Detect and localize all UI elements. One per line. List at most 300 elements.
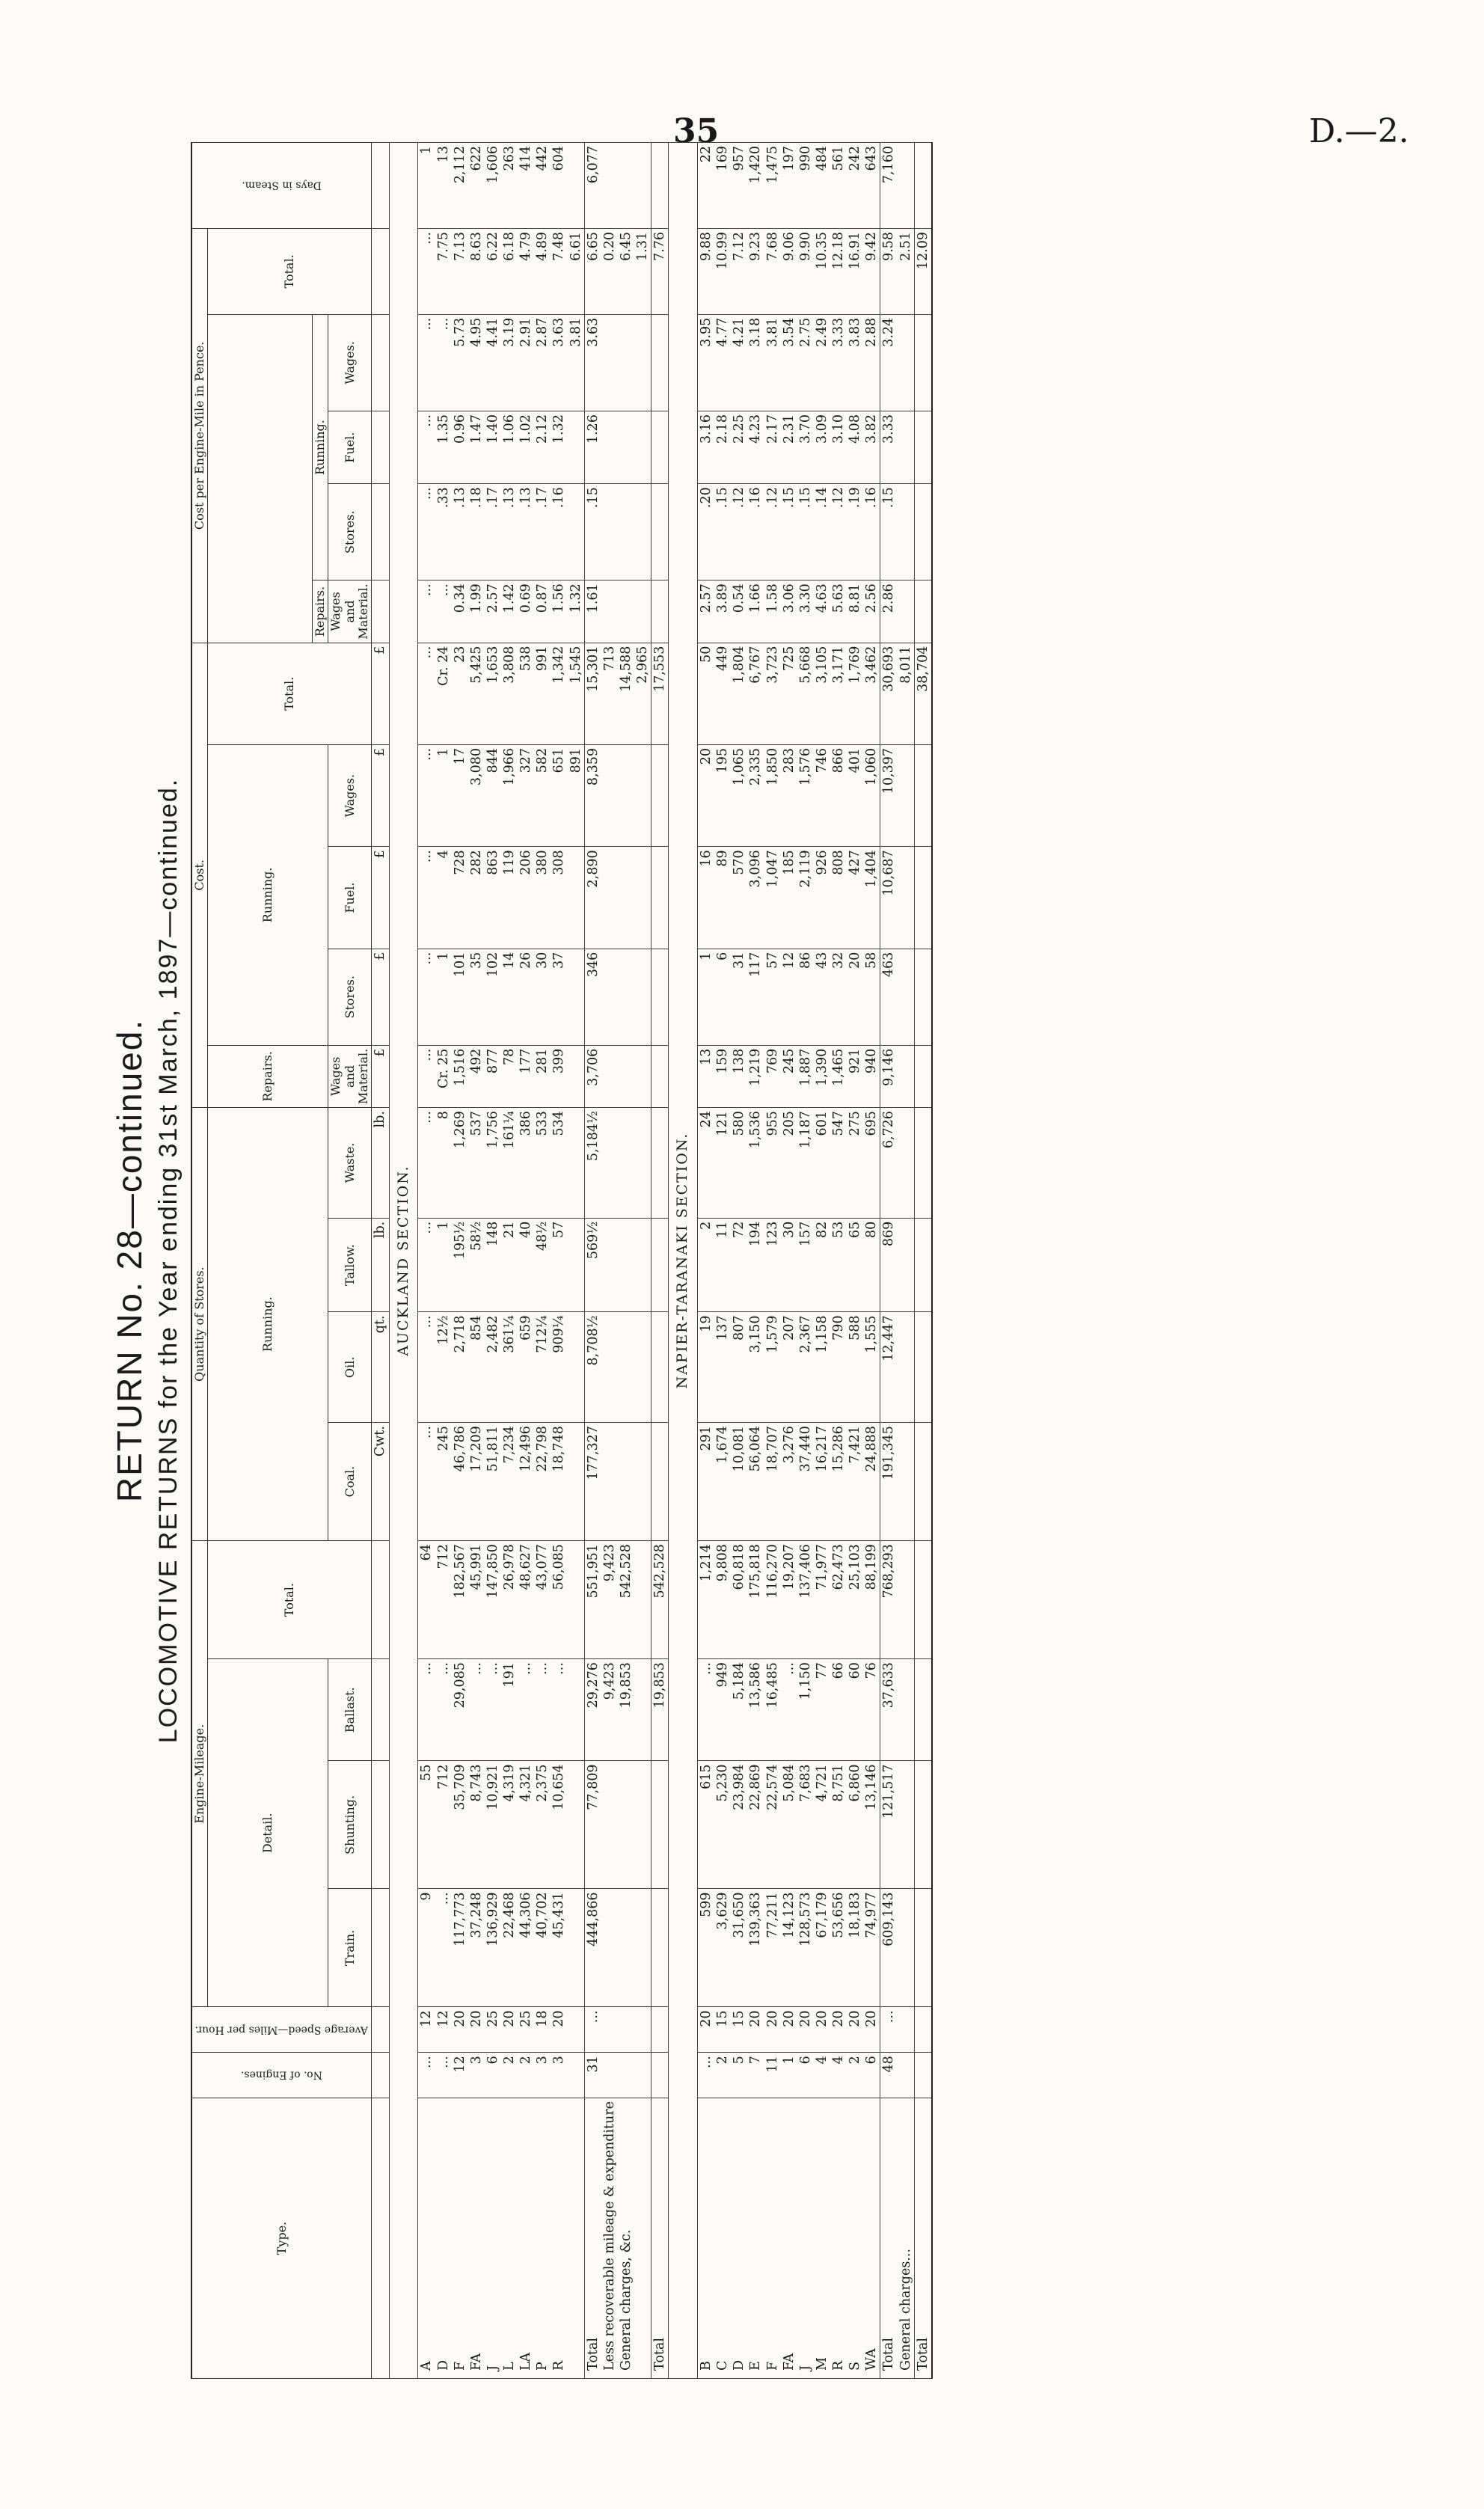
general-charges-row-cell [618,1218,634,1312]
table-row [418,143,435,2379]
table-cell: 1,065 [731,744,747,846]
table-cell: 66 [830,1659,847,1761]
general-charges-cell [634,847,651,949]
table-cell: 161¼ [501,1108,518,1219]
table-cell: 604 [551,143,567,229]
table-cell: 3.82 [863,411,880,484]
table-cell: 43 [814,949,830,1045]
grand-total-row-cell [914,744,932,846]
header-detail: Detail. [208,1659,328,2007]
grand-total-row-cell [914,1108,932,1219]
table-cell: 195 [714,744,731,846]
table-cell: 1,404 [863,847,880,949]
table-cell: 20 [764,2007,781,2053]
table-cell: 9.42 [863,228,880,314]
table-cell: 9.23 [747,228,764,314]
rotated-content [105,142,1391,2379]
table-cell: 712¼ [534,1312,551,1423]
section-heading-row [389,143,418,2379]
table-cell: 1,769 [847,643,863,744]
grand-total-row-cell [914,411,932,484]
less-recoverable-row-cell: 713 [601,643,618,744]
table-cell: 3.95 [698,314,715,411]
general-charges-cell [634,1889,651,2007]
table-cell: 3,462 [863,643,880,744]
header-stores-running: Running. [208,1108,328,1541]
table-cell: 1.99 [468,580,485,643]
engine-type: L [501,2098,518,2378]
header-coal: Coal. [328,1423,372,1541]
unit-cell [372,2053,389,2098]
table-cell: 9.90 [797,228,814,314]
table-cell: 53 [830,1218,847,1312]
table-cell: 22,798 [534,1423,551,1541]
table-cell: 5 [731,2053,747,2098]
table-cell: 31 [731,949,747,1045]
table-cell: 1,850 [764,744,781,846]
table-cell: 40 [518,1218,534,1312]
grand-total-row-cell [914,847,932,949]
grand-total-row-cell [914,143,932,229]
table-cell: 728 [452,847,468,949]
table-cell: 4.23 [747,411,764,484]
units-row [372,143,389,2379]
engine-type: C [714,2098,731,2378]
total-cell: 12,447 [880,1312,898,1423]
table-cell: 3.89 [714,580,731,643]
table-cell: 65 [847,1218,863,1312]
grand-total-row-cell [651,2007,669,2053]
total-cell: 37,633 [880,1659,898,1761]
section-total-row [880,143,898,2379]
general-charges-cell [634,580,651,643]
table-cell: 1.56 [551,580,567,643]
table-cell: 1,966 [501,744,518,846]
total-cell: 31 [584,2053,601,2098]
table-cell: 20 [468,2007,485,2053]
general-charges-row-cell [618,314,634,411]
table-cell: ... [418,643,435,744]
total-cell: 177,327 [584,1423,601,1541]
table-cell: 2.75 [797,314,814,411]
engine-type [568,2098,585,2378]
unit-cell: £ [372,744,389,846]
general-charges-cell [634,484,651,580]
general-charges-row-cell [898,1761,915,1889]
total-label: Total [584,2098,601,2378]
table-cell [568,1218,585,1312]
table-cell: 64 [418,1541,435,1659]
table-cell: 5,425 [468,643,485,744]
less-recoverable-row-cell: 9,423 [601,1541,618,1659]
table-cell: 9.06 [781,228,797,314]
table-cell: 121 [714,1108,731,1219]
table-cell: ... [418,1218,435,1312]
table-cell: 182,567 [452,1541,468,1659]
table-cell: 117,773 [452,1889,468,2007]
table-cell: 7,234 [501,1423,518,1541]
return-title: RETURN No. 28—continued. [110,1018,149,1503]
table-cell: 6.22 [485,228,501,314]
general-charges-row-cell [618,484,634,580]
grand-total-row-cell: 542,528 [651,1541,669,1659]
table-cell: 854 [468,1312,485,1423]
table-cell: 13,146 [863,1761,880,1889]
table-cell: 35,709 [452,1761,468,1889]
unit-cell: lb. [372,1108,389,1219]
table-cell: ... [534,1659,551,1761]
table-cell: 282 [468,847,485,949]
table-cell [568,1541,585,1659]
total-cell: 768,293 [880,1541,898,1659]
table-cell: 0.34 [452,580,468,643]
table-cell: 547 [830,1108,847,1219]
section-total-row [584,143,601,2379]
grand-total-row-cell [651,847,669,949]
table-cell [568,1761,585,1889]
table-cell: 3.16 [698,411,715,484]
general-charges-cell [634,1045,651,1107]
table-cell: 20 [847,2007,863,2053]
table-cell: 20 [698,744,715,846]
table-cell: 13 [435,143,452,229]
table-cell: ... [435,1889,452,2007]
table-cell: 6 [863,2053,880,2098]
general-charges-row-cell [618,2007,634,2053]
table-cell: 570 [731,847,747,949]
table-cell: .15 [797,484,814,580]
grand-total-row-cell [651,314,669,411]
table-cell: 2.49 [814,314,830,411]
header-ballast: Ballast. [328,1659,372,1761]
engine-type: FA [781,2098,797,2378]
total-cell: 30,693 [880,643,898,744]
total-cell: 3,706 [584,1045,601,1107]
general-charges-row-cell [898,1218,915,1312]
general-charges-cell [634,1761,651,1889]
header-mileage-total: Total. [208,1541,372,1659]
table-bottom-rule [932,143,937,2379]
table-cell: 147,850 [485,1541,501,1659]
table-cell: 2.57 [698,580,715,643]
table-cell: 6,767 [747,643,764,744]
engine-type: F [452,2098,468,2378]
table-cell: 5,230 [714,1761,731,1889]
grand-total-row-cell: Total [651,2098,669,2378]
table-cell: 538 [518,643,534,744]
general-charges-cell [634,1312,651,1423]
table-cell [568,1423,585,1541]
header-tallow: Tallow. [328,1218,372,1312]
table-cell: 926 [814,847,830,949]
header-oil: Oil. [328,1312,372,1423]
table-cell: 15,286 [830,1423,847,1541]
header-pence-spacer [208,314,312,643]
table-cell: 11 [764,2053,781,2098]
table-cell: .12 [731,484,747,580]
table-cell: 29,085 [452,1659,468,1761]
engine-type: R [551,2098,567,2378]
table-cell: 1,576 [797,744,814,846]
table-cell: 5,084 [781,1761,797,1889]
table-cell: 414 [518,143,534,229]
table-cell: 380 [534,847,551,949]
total-cell: 346 [584,949,601,1045]
table-cell: 4.21 [731,314,747,411]
table-cell: 1,465 [830,1045,847,1107]
table-cell: ... [468,1659,485,1761]
header-type: Type. [191,2098,372,2378]
engine-type: FA [468,2098,485,2378]
table-cell: 60 [847,1659,863,1761]
table-cell: 9 [418,1889,435,2007]
total-cell: 48 [880,2053,898,2098]
table-cell: 281 [534,1045,551,1107]
table-cell: 20 [698,2007,715,2053]
table-cell: 0.96 [452,411,468,484]
general-charges-row-cell [898,1108,915,1219]
engine-type: D [435,2098,452,2378]
general-charges-row-cell [898,1312,915,1423]
general-charges-row-cell: General charges, &c. [618,2098,634,2378]
table-cell: 4.77 [714,314,731,411]
table-cell: 139,363 [747,1889,764,2007]
table-cell: 1,804 [731,643,747,744]
table-cell: 18,707 [764,1423,781,1541]
grand-total-row-cell [914,1045,932,1107]
table-cell: 588 [847,1312,863,1423]
less-recoverable-row-cell [601,484,618,580]
engine-type: S [847,2098,863,2378]
grand-total-row-cell [651,1218,669,1312]
grand-total-row-cell: 17,553 [651,643,669,744]
grand-total-row-cell [914,1218,932,1312]
table-cell: ... [518,1659,534,1761]
table-cell [568,2007,585,2053]
general-charges-cell [634,949,651,1045]
header-cost-running: Running. [208,744,328,1045]
table-cell: 245 [435,1423,452,1541]
table-cell: 2 [501,2053,518,2098]
table-cell: 651 [551,744,567,846]
table-cell: 88,199 [863,1541,880,1659]
general-charges-cell [634,1218,651,1312]
engine-type: E [747,2098,764,2378]
table-cell: 2.25 [731,411,747,484]
unit-cell [372,1659,389,1761]
table-cell: 20 [781,2007,797,2053]
general-charges-row-cell: 8,011 [898,643,915,744]
table-cell: 2.56 [863,580,880,643]
table-cell: 3,629 [714,1889,731,2007]
table-cell: 3,096 [747,847,764,949]
table-cell: 695 [863,1108,880,1219]
table-cell: 71,977 [814,1541,830,1659]
general-charges-row-cell: General charges... [898,2098,915,2378]
table-cell: ... [418,1312,435,1423]
table-cell: 3,723 [764,643,781,744]
header-engine-mileage: Engine-Mileage. [191,1541,208,2007]
table-cell: 3.10 [830,411,847,484]
table-cell: 14,123 [781,1889,797,2007]
total-cell: 1.61 [584,580,601,643]
table-cell: 725 [781,643,797,744]
table-row [863,143,880,2379]
table-cell: 746 [814,744,830,846]
grand-total-row-cell [651,2053,669,2098]
general-charges-row-cell [898,1045,915,1107]
table-cell: 1,579 [764,1312,781,1423]
table-cell: 169 [714,143,731,229]
table-cell: ... [418,1423,435,1541]
table-cell: ... [418,2053,435,2098]
grand-total-row-cell [651,411,669,484]
less-recoverable-row-cell [601,1889,618,2007]
table-cell: 2.87 [534,314,551,411]
table-row [830,143,847,2379]
total-cell: 463 [880,949,898,1045]
table-cell: 659 [518,1312,534,1423]
general-charges-row-cell [618,1889,634,2007]
table-cell: .13 [501,484,518,580]
table-cell: 2,119 [797,847,814,949]
table-cell: ... [418,1659,435,1761]
table-cell: 56,085 [551,1541,567,1659]
table-cell: 12,496 [518,1423,534,1541]
table-cell: 2,112 [452,143,468,229]
table-row [731,143,747,2379]
table-cell: 308 [551,847,567,949]
header-pence-fuel: Fuel. [328,411,372,484]
table-cell: 20 [797,2007,814,2053]
engine-type: M [814,2098,830,2378]
table-cell: 7,421 [847,1423,863,1541]
table-cell: 1.47 [468,411,485,484]
header-pence-total: Total. [208,228,372,314]
table-cell: ... [435,1659,452,1761]
table-cell: 4,319 [501,1761,518,1889]
grand-total-row-cell [651,484,669,580]
unit-cell: £ [372,949,389,1045]
table-cell: 137 [714,1312,731,1423]
table-cell: 386 [518,1108,534,1219]
table-cell: 31,650 [731,1889,747,2007]
table-row [568,143,585,2379]
table-cell: 1.58 [764,580,781,643]
table-cell: 484 [814,143,830,229]
grand-total-row-cell [651,744,669,846]
table-cell: 18,748 [551,1423,567,1541]
less-recoverable-row-cell: 0.20 [601,228,618,314]
table-cell: 24 [698,1108,715,1219]
table-cell: 601 [814,1108,830,1219]
table-cell: 2,482 [485,1312,501,1423]
table-cell: 427 [847,847,863,949]
table-cell: 12 [418,2007,435,2053]
table-cell: 20 [863,2007,880,2053]
table-cell [568,2053,585,2098]
table-cell: 35 [468,949,485,1045]
unit-cell [372,484,389,580]
table-cell: 2,335 [747,744,764,846]
table-cell: 5.63 [830,580,847,643]
header-cost: Cost. [191,643,208,1107]
table-cell: 17,209 [468,1423,485,1541]
section-heading: AUCKLAND SECTION. [389,143,418,2379]
grand-total-row-cell [914,1423,932,1541]
engine-type: D [731,2098,747,2378]
less-recoverable-row-cell: Less recoverable mileage & expenditure [601,2098,618,2378]
grand-total-row-cell: 12.09 [914,228,932,314]
header-pence-repairs: Repairs. [312,580,328,643]
table-cell: 2,375 [534,1761,551,1889]
table-cell: 399 [551,1045,567,1107]
table-cell: 4.41 [485,314,501,411]
table-cell: 11 [714,1218,731,1312]
total-cell: 551,951 [584,1541,601,1659]
table-row [452,143,468,2379]
table-cell: 18 [534,2007,551,2053]
table-cell: 3.70 [797,411,814,484]
less-recoverable-row-cell [601,949,618,1045]
grand-total-row-cell [914,1889,932,2007]
general-charges-cell [634,1108,651,1219]
table-cell: 43,077 [534,1541,551,1659]
grand-total-row-cell [651,1108,669,1219]
header-quantity-stores: Quantity of Stores. [191,1108,208,1541]
table-cell: 1,187 [797,1108,814,1219]
general-charges-row-cell [898,949,915,1045]
table-cell: 2 [518,2053,534,2098]
total-cell: ... [584,2007,601,2053]
header-pence-running: Running. [312,314,328,580]
table-cell: ... [418,1108,435,1219]
table-cell: 10,081 [731,1423,747,1541]
general-charges-cell [634,744,651,846]
table-cell: ... [418,484,435,580]
table-cell: 53,656 [830,1889,847,2007]
table-cell [568,1889,585,2007]
table-cell: 1,475 [764,143,781,229]
header-train: Train. [328,1889,372,2007]
engine-type: J [485,2098,501,2378]
less-recoverable-row-cell [601,1045,618,1107]
table-cell: 50 [698,643,715,744]
table-cell: ... [781,1659,797,1761]
table-cell: .14 [814,484,830,580]
table-row [781,143,797,2379]
table-cell: ... [698,1659,715,1761]
table-cell: 6 [714,949,731,1045]
table-cell: 10,921 [485,1761,501,1889]
table-cell: 191 [501,1659,518,1761]
table-cell: 3.18 [747,314,764,411]
table-cell: 19 [698,1312,715,1423]
table-cell: .13 [518,484,534,580]
table-cell: 7.12 [731,228,747,314]
grand-total-row [914,143,932,2379]
table-cell: 291 [698,1423,715,1541]
total-cell: 3.63 [584,314,601,411]
table-cell: 4 [435,847,452,949]
table-cell: 2 [698,1218,715,1312]
table-cell: 2.31 [781,411,797,484]
table-row [518,143,534,2379]
table-cell: 1,269 [452,1108,468,1219]
header-days-in-steam: Days in Steam. [191,143,372,229]
table-cell: 3 [468,2053,485,2098]
table-cell: Cr. 24 [435,643,452,744]
